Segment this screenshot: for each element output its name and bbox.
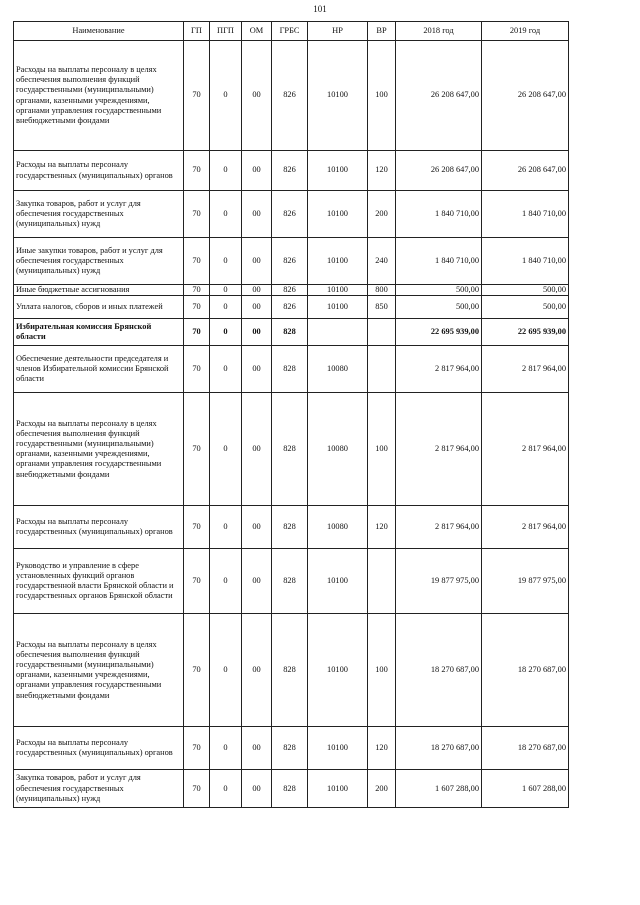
table-row: [14, 191, 569, 238]
cell-name: Расходы на выплаты персоналу в целях обеспечения выполнения функций государственными (муниципальными) органами, казенными учреждениями, органами управления государственными внебюджетными фондами: [14, 41, 184, 151]
cell-grbs: 828: [272, 727, 308, 770]
cell-grbs: 826: [272, 41, 308, 151]
cell-2019: 1 607 288,00: [482, 770, 569, 808]
cell-om: 00: [242, 41, 272, 151]
cell-2018: 22 695 939,00: [396, 319, 482, 346]
cell-2019: 500,00: [482, 296, 569, 319]
cell-vr: [368, 346, 396, 393]
cell-2018: 18 270 687,00: [396, 614, 482, 727]
cell-nr: 10100: [308, 238, 368, 285]
cell-grbs: 828: [272, 770, 308, 808]
cell-grbs: 826: [272, 285, 308, 296]
cell-grbs: 826: [272, 191, 308, 238]
header-2018: 2018 год: [396, 22, 482, 41]
cell-gp: 70: [184, 727, 210, 770]
cell-pgp: 0: [210, 614, 242, 727]
cell-gp: 70: [184, 191, 210, 238]
cell-name: Расходы на выплаты персоналу в целях обеспечения выполнения функций государственными (муниципальными) органами, казенными учреждениями, органами управления государственными внебюджетными фондами: [14, 393, 184, 506]
cell-grbs: 826: [272, 151, 308, 191]
cell-om: 00: [242, 549, 272, 614]
cell-2019: 22 695 939,00: [482, 319, 569, 346]
cell-gp: 70: [184, 285, 210, 296]
cell-2019: 18 270 687,00: [482, 727, 569, 770]
cell-2018: 18 270 687,00: [396, 727, 482, 770]
cell-nr: 10100: [308, 614, 368, 727]
table-row: [14, 614, 569, 727]
cell-pgp: 0: [210, 549, 242, 614]
budget-table: [13, 21, 569, 808]
header-vr: ВР: [368, 22, 396, 41]
cell-2019: 18 270 687,00: [482, 614, 569, 727]
cell-gp: 70: [184, 296, 210, 319]
cell-om: 00: [242, 151, 272, 191]
page-number: 101: [313, 4, 327, 14]
cell-name: Расходы на выплаты персоналу государственных (муниципальных) органов: [14, 727, 184, 770]
cell-pgp: 0: [210, 151, 242, 191]
cell-om: 00: [242, 346, 272, 393]
cell-2018: 1 607 288,00: [396, 770, 482, 808]
cell-gp: 70: [184, 319, 210, 346]
cell-nr: 10080: [308, 346, 368, 393]
table-row: [14, 506, 569, 549]
cell-name: Расходы на выплаты персоналу государственных (муниципальных) органов: [14, 506, 184, 549]
cell-vr: 240: [368, 238, 396, 285]
cell-om: 00: [242, 285, 272, 296]
cell-2019: 500,00: [482, 285, 569, 296]
table-row: [14, 727, 569, 770]
cell-2018: 19 877 975,00: [396, 549, 482, 614]
cell-grbs: 826: [272, 296, 308, 319]
cell-gp: 70: [184, 41, 210, 151]
cell-vr: 200: [368, 770, 396, 808]
table-row: [14, 285, 569, 296]
cell-nr: 10100: [308, 770, 368, 808]
cell-gp: 70: [184, 393, 210, 506]
cell-om: 00: [242, 770, 272, 808]
cell-vr: [368, 319, 396, 346]
cell-2018: 26 208 647,00: [396, 151, 482, 191]
cell-pgp: 0: [210, 770, 242, 808]
cell-pgp: 0: [210, 285, 242, 296]
cell-2019: 1 840 710,00: [482, 191, 569, 238]
cell-grbs: 828: [272, 346, 308, 393]
cell-2018: 2 817 964,00: [396, 346, 482, 393]
header-gp: ГП: [184, 22, 210, 41]
table-row: [14, 41, 569, 151]
table-header-row: [14, 22, 569, 41]
cell-gp: 70: [184, 614, 210, 727]
cell-name: Обеспечение деятельности председателя и членов Избирательной комиссии Брянской области: [14, 346, 184, 393]
cell-om: 00: [242, 238, 272, 285]
cell-2019: 26 208 647,00: [482, 41, 569, 151]
cell-2019: 1 840 710,00: [482, 238, 569, 285]
cell-2018: 26 208 647,00: [396, 41, 482, 151]
cell-2019: 19 877 975,00: [482, 549, 569, 614]
cell-vr: 100: [368, 614, 396, 727]
cell-gp: 70: [184, 151, 210, 191]
header-nr: НР: [308, 22, 368, 41]
cell-vr: 100: [368, 41, 396, 151]
cell-2018: 500,00: [396, 296, 482, 319]
cell-nr: 10100: [308, 727, 368, 770]
cell-gp: 70: [184, 506, 210, 549]
cell-2019: 2 817 964,00: [482, 346, 569, 393]
cell-grbs: 828: [272, 393, 308, 506]
table-row: [14, 296, 569, 319]
cell-grbs: 828: [272, 506, 308, 549]
cell-2018: 1 840 710,00: [396, 238, 482, 285]
table-row: [14, 393, 569, 506]
cell-om: 00: [242, 614, 272, 727]
cell-name: Иные бюджетные ассигнования: [14, 285, 184, 296]
cell-grbs: 828: [272, 319, 308, 346]
cell-pgp: 0: [210, 238, 242, 285]
cell-2018: 500,00: [396, 285, 482, 296]
cell-name: Избирательная комиссия Брянской области: [14, 319, 184, 346]
cell-vr: 120: [368, 151, 396, 191]
cell-pgp: 0: [210, 191, 242, 238]
cell-name: Расходы на выплаты персоналу в целях обеспечения выполнения функций государственными (муниципальными) органами, казенными учреждениями, органами управления государственными внебюджетными фондами: [14, 614, 184, 727]
table-row: [14, 238, 569, 285]
header-grbs: ГРБС: [272, 22, 308, 41]
cell-name: Руководство и управление в сфере установленных функций органов государственной власти Брянской области и государственных органов Брянской области: [14, 549, 184, 614]
header-pgp: ПГП: [210, 22, 242, 41]
cell-nr: 10100: [308, 285, 368, 296]
cell-nr: 10080: [308, 506, 368, 549]
header-om: ОМ: [242, 22, 272, 41]
cell-om: 00: [242, 727, 272, 770]
cell-name: Расходы на выплаты персоналу государственных (муниципальных) органов: [14, 151, 184, 191]
table-row: [14, 770, 569, 808]
header-2019: 2019 год: [482, 22, 569, 41]
cell-name: Иные закупки товаров, работ и услуг для обеспечения государственных (муниципальных) нужд: [14, 238, 184, 285]
cell-2019: 2 817 964,00: [482, 393, 569, 506]
cell-vr: 850: [368, 296, 396, 319]
cell-2018: 2 817 964,00: [396, 506, 482, 549]
cell-nr: 10100: [308, 296, 368, 319]
cell-pgp: 0: [210, 296, 242, 319]
cell-vr: 800: [368, 285, 396, 296]
cell-pgp: 0: [210, 346, 242, 393]
cell-nr: 10100: [308, 191, 368, 238]
table-row: [14, 319, 569, 346]
cell-pgp: 0: [210, 41, 242, 151]
cell-name: Закупка товаров, работ и услуг для обеспечения государственных (муниципальных) нужд: [14, 770, 184, 808]
cell-om: 00: [242, 393, 272, 506]
cell-pgp: 0: [210, 506, 242, 549]
header-name: Наименование: [14, 22, 184, 41]
cell-vr: 100: [368, 393, 396, 506]
cell-gp: 70: [184, 549, 210, 614]
cell-nr: 10100: [308, 41, 368, 151]
cell-nr: 10100: [308, 549, 368, 614]
cell-gp: 70: [184, 346, 210, 393]
cell-vr: [368, 549, 396, 614]
cell-2018: 2 817 964,00: [396, 393, 482, 506]
cell-name: Закупка товаров, работ и услуг для обеспечения государственных (муниципальных) нужд: [14, 191, 184, 238]
cell-nr: 10080: [308, 393, 368, 506]
cell-grbs: 826: [272, 238, 308, 285]
table-row: [14, 151, 569, 191]
table-row: [14, 346, 569, 393]
table-row: [14, 549, 569, 614]
cell-vr: 200: [368, 191, 396, 238]
cell-om: 00: [242, 506, 272, 549]
cell-2019: 2 817 964,00: [482, 506, 569, 549]
cell-om: 00: [242, 319, 272, 346]
cell-nr: 10100: [308, 151, 368, 191]
cell-pgp: 0: [210, 727, 242, 770]
cell-gp: 70: [184, 238, 210, 285]
cell-pgp: 0: [210, 393, 242, 506]
cell-vr: 120: [368, 727, 396, 770]
cell-2018: 1 840 710,00: [396, 191, 482, 238]
cell-grbs: 828: [272, 549, 308, 614]
cell-grbs: 828: [272, 614, 308, 727]
cell-2019: 26 208 647,00: [482, 151, 569, 191]
cell-pgp: 0: [210, 319, 242, 346]
cell-name: Уплата налогов, сборов и иных платежей: [14, 296, 184, 319]
cell-vr: 120: [368, 506, 396, 549]
cell-om: 00: [242, 296, 272, 319]
cell-om: 00: [242, 191, 272, 238]
cell-nr: [308, 319, 368, 346]
cell-gp: 70: [184, 770, 210, 808]
